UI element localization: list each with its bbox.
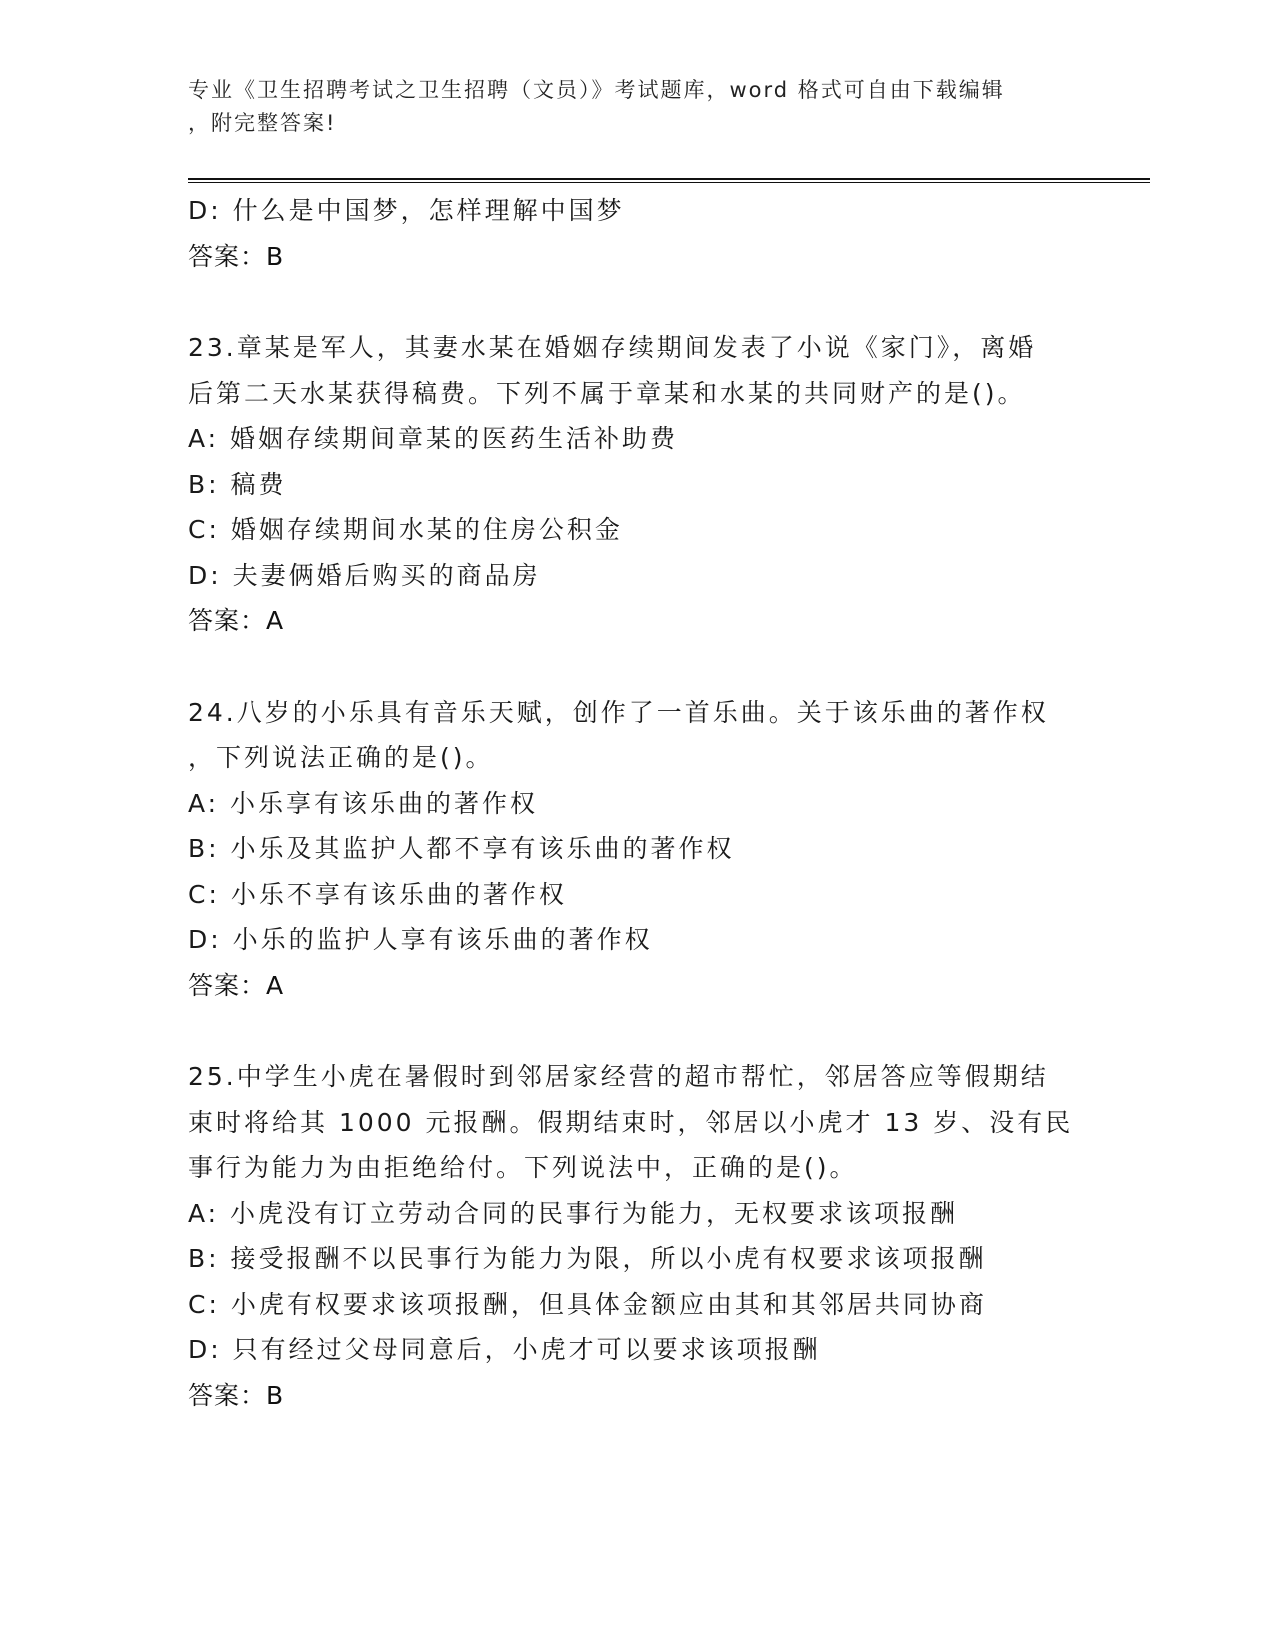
question-answer (188, 1373, 1088, 1419)
spacer (188, 644, 1088, 690)
option-c: C: 小乐不享有该乐曲的著作权 (188, 879, 567, 909)
option-b: B: 接受报酬不以民事行为能力为限，所以小虎有权要求该项报酬 (188, 1244, 987, 1273)
answer-label: 答案： (188, 606, 267, 635)
option-c: C: 婚姻存续期间水某的住房公积金 (188, 515, 623, 544)
spacer (188, 279, 1088, 325)
question-stem-line: 事行为能力为由拒绝给付。下列说法中，正确的是()。 (188, 1153, 858, 1182)
question-stem-line: ，下列说法正确的是()。 (188, 743, 494, 772)
question-24 (188, 690, 1088, 1009)
question-answer (188, 598, 1088, 644)
answer-value: B (266, 241, 285, 271)
header-line-2: ，附完整答案! (188, 111, 337, 135)
answer-value: A (266, 606, 285, 635)
question-stem-line: 23.章某是军人，其妻水某在婚姻存续期间发表了小说《家门》，离婚 (188, 333, 1037, 362)
prev-question-option-d: D: 什么是中国梦，怎样理解中国梦 (188, 196, 625, 225)
question-stem-line: 束时将给其 1000 元报酬。假期结束时，邻居以小虎才 13 岁、没有民 (188, 1107, 1074, 1137)
prev-question-answer (188, 234, 1088, 280)
option-c: C: 小虎有权要求该项报酬，但具体金额应由其和其邻居共同协商 (188, 1289, 987, 1319)
page-header (188, 74, 1068, 140)
header-divider (188, 178, 1150, 183)
option-a: A: 婚姻存续期间章某的医药生活补助费 (188, 424, 679, 453)
option-d: D: 只有经过父母同意后，小虎才可以要求该项报酬 (188, 1335, 821, 1364)
option-a: A: 小乐享有该乐曲的著作权 (188, 788, 539, 818)
question-content (188, 188, 1088, 1418)
option-d: D: 小乐的监护人享有该乐曲的著作权 (188, 925, 653, 954)
question-answer (188, 963, 1088, 1009)
header-line-1: 专业《卫生招聘考试之卫生招聘（文员）》考试题库，word 格式可自由下载编辑 (188, 78, 1005, 102)
question-stem-line: 24.八岁的小乐具有音乐天赋，创作了一首乐曲。关于该乐曲的著作权 (188, 697, 1049, 727)
answer-label: 答案： (188, 970, 267, 1000)
option-b: B: 稿费 (188, 469, 287, 499)
option-a: A: 小虎没有订立劳动合同的民事行为能力，无权要求该项报酬 (188, 1198, 959, 1228)
spacer (188, 1008, 1088, 1054)
question-23 (188, 325, 1088, 644)
option-b: B: 小乐及其监护人都不享有该乐曲的著作权 (188, 834, 735, 863)
question-25 (188, 1054, 1088, 1418)
answer-label: 答案： (188, 1380, 267, 1410)
answer-value: A (266, 970, 285, 1000)
answer-label: 答案： (188, 241, 267, 271)
answer-value: B (266, 1380, 285, 1410)
question-stem-line: 后第二天水某获得稿费。下列不属于章某和水某的共同财产的是()。 (188, 378, 1026, 408)
option-d: D: 夫妻俩婚后购买的商品房 (188, 560, 541, 590)
question-stem-line: 25.中学生小虎在暑假时到邻居家经营的超市帮忙，邻居答应等假期结 (188, 1062, 1049, 1091)
